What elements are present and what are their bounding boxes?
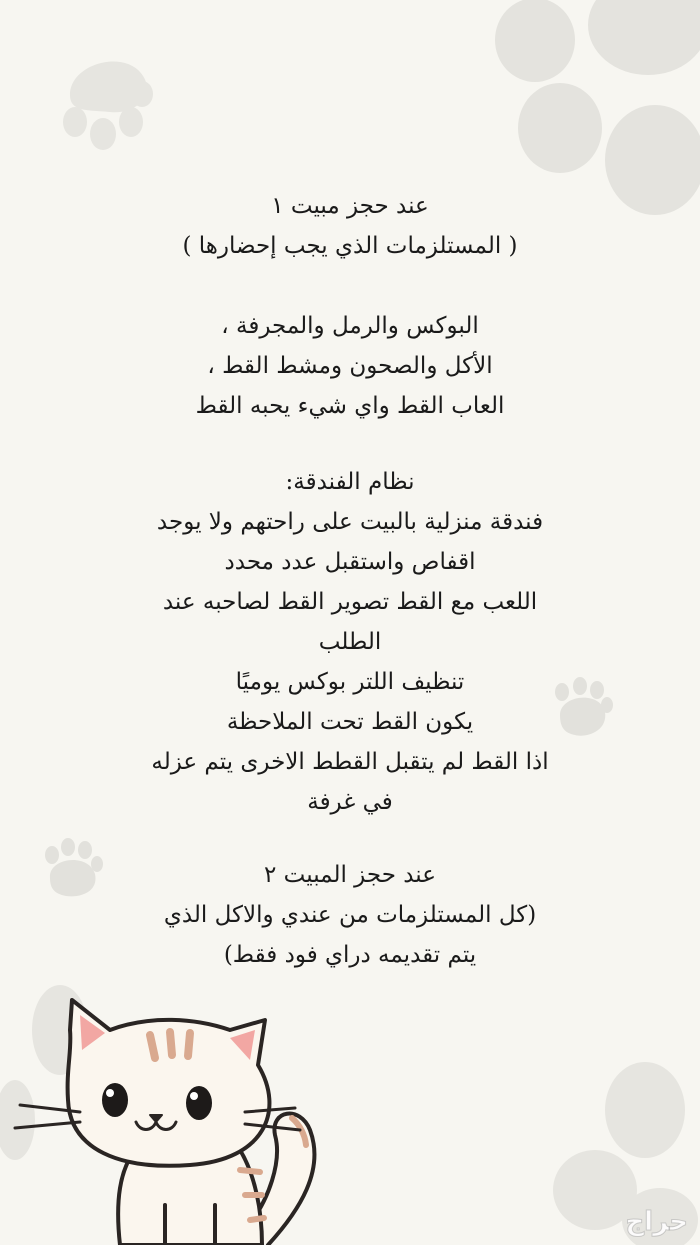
list-item: العاب القط واي شيء يحبه القط xyxy=(195,393,505,419)
section-full-supplies xyxy=(90,855,610,975)
section-supplies xyxy=(90,186,610,266)
section-heading: عند حجز المبيت ٢ xyxy=(264,862,436,888)
paw-print-icon xyxy=(63,62,153,150)
list-item: يكون القط تحت الملاحظة xyxy=(226,709,474,735)
list-item: يتم تقديمه دراي فود فقط) xyxy=(223,942,477,968)
list-item: اقفاص واستقبل عدد محدد xyxy=(224,549,476,575)
list-item: في غرفة xyxy=(307,789,393,815)
section-subheading: ( المستلزمات الذي يجب إحضارها ) xyxy=(182,233,518,259)
list-item: فندقة منزلية بالبيت على راحتهم ولا يوجد xyxy=(156,509,544,535)
list-item: البوكس والرمل والمجرفة ، xyxy=(221,313,479,339)
section-hotel-system xyxy=(90,462,610,822)
list-item: الأكل والصحون ومشط القط ، xyxy=(207,353,493,379)
list-item: (كل المستلزمات من عندي والاكل الذي xyxy=(163,902,537,928)
section-heading: عند حجز مبيت ١ xyxy=(271,193,429,219)
section-heading: نظام الفندقة: xyxy=(285,469,415,495)
list-item: اللعب مع القط تصوير القط لصاحبه عند xyxy=(162,589,538,615)
paw-print-icon xyxy=(495,0,700,215)
list-item: الطلب xyxy=(318,629,382,655)
supplies-list xyxy=(90,306,610,426)
watermark-logo: حراج xyxy=(625,1207,688,1237)
list-item: تنظيف اللتر بوكس يوميًا xyxy=(235,669,465,695)
list-item: اذا القط لم يتقبل القطط الاخرى يتم عزله xyxy=(151,749,549,775)
